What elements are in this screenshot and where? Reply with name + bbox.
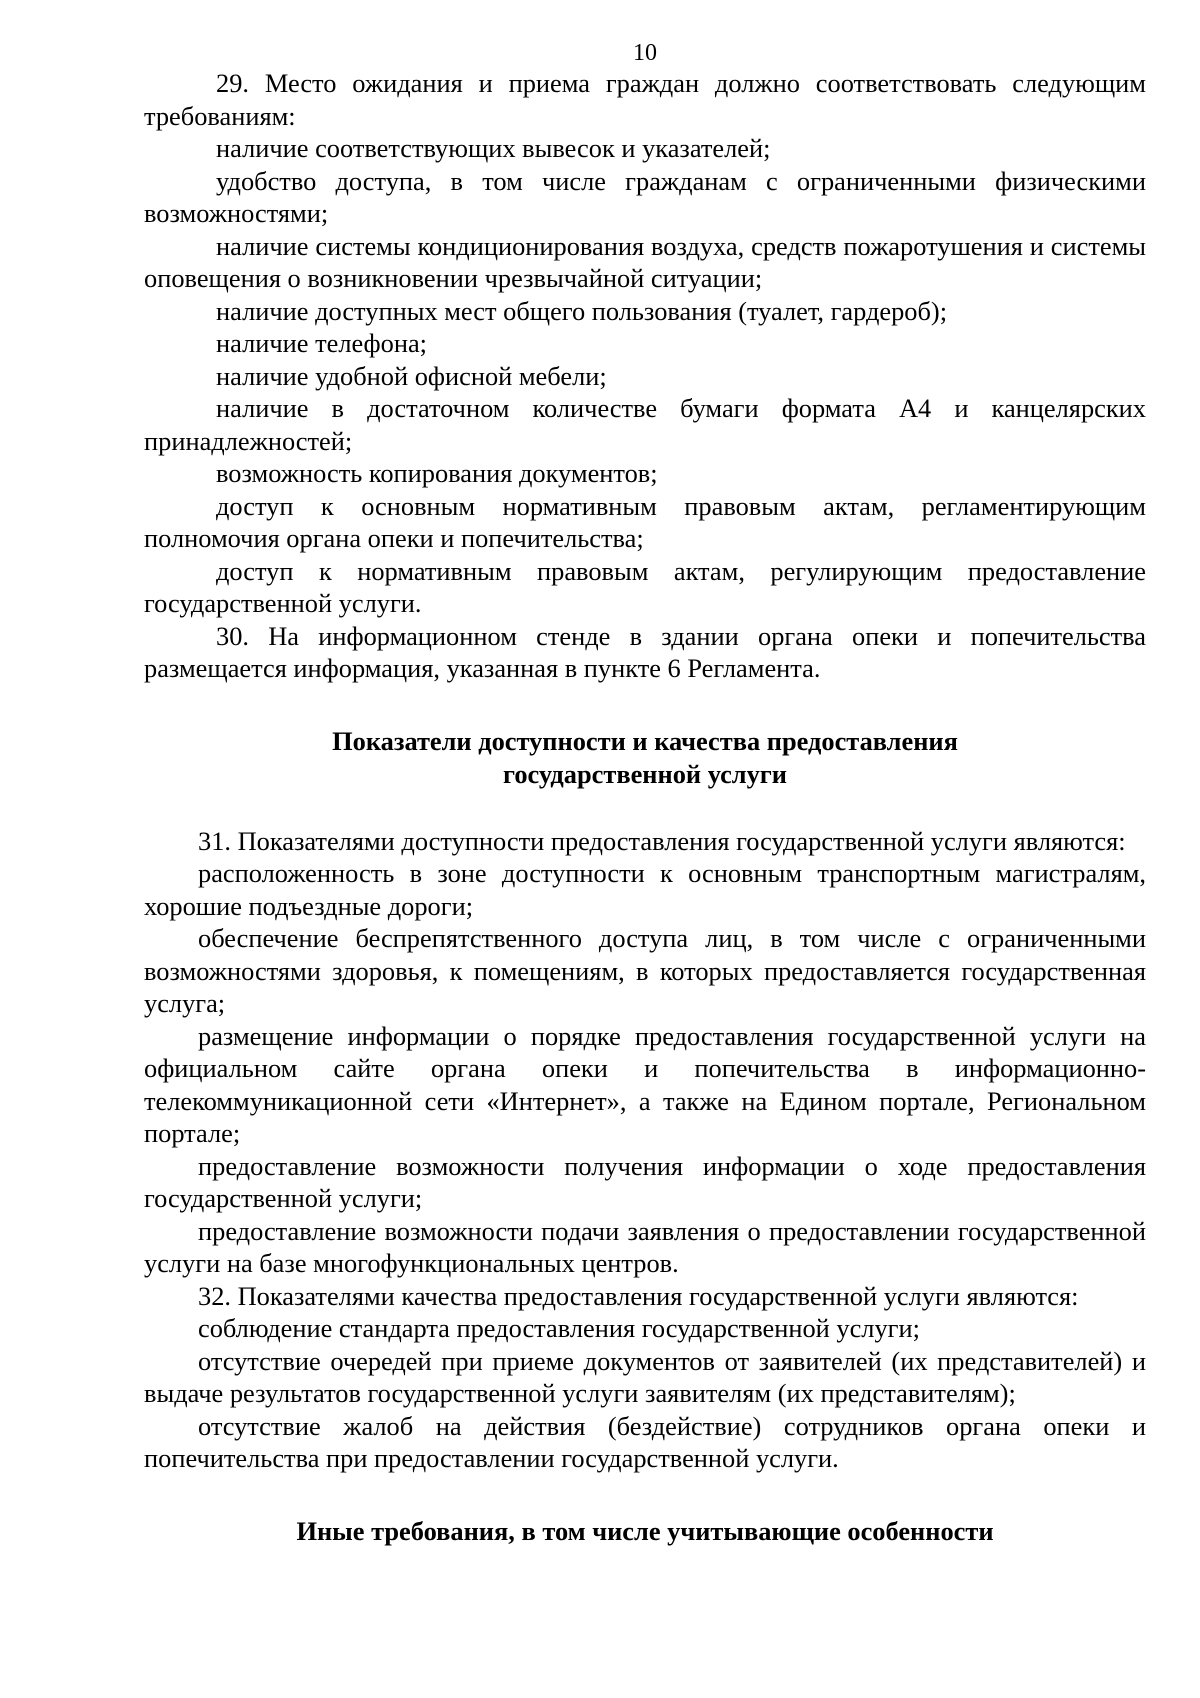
list-item: размещение информации о порядке предоставления государственной услуги на официальном сайте органа опеки и попечительства в информационно-телекоммуникационной сети «Интернет», а также на Едином портале, Региональном портале; [144, 1020, 1146, 1148]
list-item: удобство доступа, в том числе гражданам с ограниченными физическими возможностями; [144, 165, 1146, 228]
list-item: наличие соответствующих вывесок и указателей; [216, 133, 771, 163]
list-item: соблюдение стандарта предоставления государственной услуги; [198, 1313, 920, 1343]
list-item: наличие телефона; [216, 328, 427, 358]
list-item: возможность копирования документов; [216, 458, 658, 488]
section-heading-other-requirements: Иные требования, в том числе учитывающие особенности [296, 1515, 994, 1546]
paragraph-32: 32. Показателями качества предоставления государственной услуги являются: [198, 1280, 1079, 1311]
list-item: наличие удобной офисной мебели; [216, 360, 607, 391]
paragraph-29: 29. Место ожидания и приема граждан должно соответствовать следующим требованиям: [144, 68, 1146, 131]
heading-line: Показатели доступности и качества предоставления [332, 725, 958, 756]
document-page [144, 38, 1146, 1548]
heading-line: государственной услуги [503, 758, 787, 789]
list-item: отсутствие очередей при приеме документов от заявителей (их представителей) и выдаче результатов государственной услуги заявителям (их представителям); [144, 1345, 1146, 1408]
list-item: наличие в достаточном количестве бумаги формата А4 и канцелярских принадлежностей; [144, 393, 1146, 456]
paragraph-30: 30. На информационном стенде в здании органа опеки и попечительства размещается информация, указанная в пункте 6 Регламента. [144, 620, 1146, 683]
section-heading-indicators [144, 725, 1146, 791]
list-item: доступ к основным нормативным правовым актам, регламентирующим полномочия органа опеки и попечительства; [144, 490, 1146, 553]
list-item: обеспечение беспрепятственного доступа лиц, в том числе с ограниченными возможностями здоровья, к помещениям, в которых предоставляется государственная услуга; [144, 923, 1146, 1018]
paragraph-31: 31. Показателями доступности предоставления государственной услуги являются: [198, 825, 1126, 856]
list-item: предоставление возможности подачи заявления о предоставлении государственной услуги на базе многофункциональных центров. [144, 1215, 1146, 1278]
list-item: доступ к нормативным правовым актам, регулирующим предоставление государственной услуги. [144, 555, 1146, 618]
list-item: отсутствие жалоб на действия (бездействие) сотрудников органа опеки и попечительства при предоставлении государственной услуги. [144, 1410, 1146, 1473]
section-accessibility-indicators [144, 825, 1146, 1475]
list-item: расположенность в зоне доступности к основным транспортным магистралям, хорошие подъездные дороги; [144, 858, 1146, 921]
section-waiting-area-requirements [144, 67, 1146, 685]
page-number: 10 [633, 40, 657, 66]
list-item: наличие доступных мест общего пользования (туалет, гардероб); [216, 295, 948, 326]
list-item: предоставление возможности получения информации о ходе предоставления государственной услуги; [144, 1150, 1146, 1213]
list-item: наличие системы кондиционирования воздуха, средств пожаротушения и системы оповещения о возникновении чрезвычайной ситуации; [144, 230, 1146, 293]
